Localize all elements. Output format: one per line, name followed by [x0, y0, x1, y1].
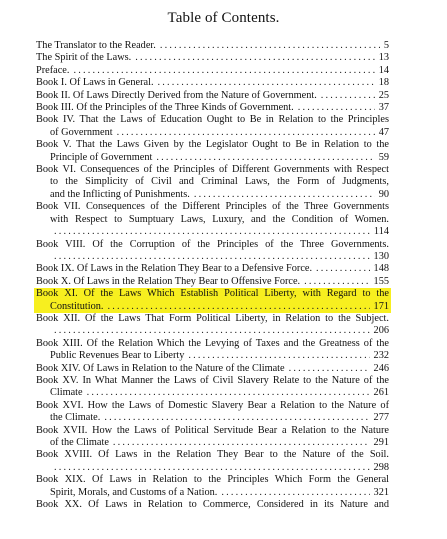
- page-number: 291: [373, 437, 389, 448]
- toc-entry-book-1[interactable]: Book I. Of Laws in General. . . . 18: [36, 77, 389, 89]
- toc-entry-book-10[interactable]: Book X. Of Laws in the Relation They Bear to Offensive Force. . . . 155: [36, 276, 389, 288]
- dot-leader: [321, 90, 375, 102]
- page-number: 130: [373, 250, 389, 262]
- toc-entry-book-13[interactable]: Book XIII. Of the Relation Which the Levying of Taxes and the Greatness of the Public Revenues Bear to Liberty . . . 232: [36, 338, 389, 363]
- toc-entry-book-14[interactable]: Book XIV. Of Laws in Relation to the Nature of the Climate . . . 246: [36, 363, 389, 375]
- toc-entry-book-18[interactable]: Book XVIII. Of Laws in the Relation They Bear to the Nature of the Soil. . . . 298: [36, 449, 389, 474]
- page-number: 155: [373, 275, 389, 287]
- page-number: 171: [373, 300, 389, 312]
- dot-leader: [221, 487, 369, 499]
- page-number: 321: [373, 486, 389, 498]
- toc-entry-book-8[interactable]: Book VIII. Of the Corruption of the Principles of the Three Governments. . . . 130: [36, 239, 389, 264]
- dot-leader: [87, 387, 370, 399]
- page-number: 37: [378, 102, 389, 114]
- dot-leader: [54, 462, 370, 474]
- toc-entry-book-9[interactable]: Book IX. Of Laws in the Relation They Bear to a Defensive Force. . . . 148: [36, 263, 389, 275]
- page-number: 298: [373, 461, 389, 473]
- page-number: 90: [378, 188, 389, 200]
- dot-leader: [54, 325, 370, 337]
- toc-entry-book-6[interactable]: Book VI. Consequences of the Principles of Different Governments with Respect to the Simplicity of Civil and Criminal Laws, the Form of Judgments, and the Inflicting of Punishments. . . . 90: [36, 164, 389, 201]
- toc-entry-book-17[interactable]: Book XVII. How the Laws of Political Servitude Bear a Relation to the Nature of the Climate . . . 291: [36, 425, 389, 450]
- toc-entry-book-15[interactable]: Book XV. In What Manner the Laws of Civil Slavery Relate to the Nature of the Climate . . . 261: [36, 375, 389, 400]
- page-number: 206: [373, 325, 389, 337]
- page-number: 47: [378, 126, 389, 138]
- dot-leader: [188, 350, 369, 362]
- dot-leader: [135, 52, 374, 64]
- dot-leader: [108, 301, 370, 313]
- dot-leader: [156, 152, 374, 164]
- page-number: 148: [373, 263, 389, 275]
- page-number: 5: [383, 40, 389, 51]
- page-number: 59: [378, 151, 389, 163]
- table-of-contents: [36, 40, 389, 511]
- page-title: Table of Contents.: [167, 10, 280, 26]
- page-number: 277: [373, 412, 389, 424]
- dot-leader: [298, 102, 375, 114]
- page-number: 14: [378, 64, 389, 76]
- toc-entry-book-2[interactable]: Book II. Of Laws Directly Derived from the Nature of Government. . . . 25: [36, 90, 389, 102]
- toc-entry-book-3[interactable]: Book III. Of the Principles of the Three Kinds of Government. . . . 37: [36, 102, 389, 114]
- dot-leader: [54, 251, 370, 263]
- toc-entry-book-11-highlighted[interactable]: Book XI. Of the Laws Which Establish Political Liberty, with Regard to the Constitution. . . . 171: [34, 288, 391, 313]
- toc-entry-book-7[interactable]: Book VII. Consequences of the Different Principles of the Three Governments with Respect to Sumptuary Laws, Luxury, and the Condition of Women. . . . 114: [36, 201, 389, 238]
- dot-leader: [158, 77, 375, 89]
- page-number: 246: [373, 362, 389, 374]
- dot-leader: [304, 276, 369, 288]
- dot-leader: [316, 263, 370, 275]
- dot-leader: [73, 65, 374, 77]
- toc-entry-book-4[interactable]: Book IV. That the Laws of Education Ought to Be in Relation to the Principles of Government . . . 47: [36, 114, 389, 139]
- page-number: 232: [373, 350, 389, 362]
- page-number: 114: [373, 226, 389, 238]
- toc-entry-book-16[interactable]: Book XVI. How the Laws of Domestic Slavery Bear a Relation to the Nature of the Climate. . . . 277: [36, 400, 389, 425]
- dot-leader: [104, 412, 369, 424]
- dot-leader: [289, 363, 370, 375]
- toc-entry-preface[interactable]: Preface. . . . 14: [36, 65, 389, 77]
- toc-entry-book-12[interactable]: Book XII. Of the Laws That Form Political Liberty, in Relation to the Subject. . . . 206: [36, 313, 389, 338]
- toc-entry-spirit[interactable]: The Spirit of the Laws. . . . 13: [36, 52, 389, 64]
- dot-leader: [113, 437, 370, 449]
- toc-entry-book-5[interactable]: Book V. That the Laws Given by the Legislator Ought to Be in Relation to the Principle of Government . . . 59: [36, 139, 389, 164]
- dot-leader: [54, 226, 370, 238]
- toc-entry-book-20[interactable]: Book XX. Of Laws in Relation to Commerce, Considered in its Nature and: [36, 499, 389, 511]
- dot-leader: [194, 189, 375, 201]
- page-number: 261: [373, 387, 389, 399]
- page-number: 25: [378, 89, 389, 101]
- page-number: 18: [378, 77, 389, 89]
- dot-leader: [160, 40, 380, 52]
- toc-entry-translator[interactable]: The Translator to the Reader. . . . 5: [36, 40, 389, 52]
- page-number: 13: [378, 52, 389, 64]
- dot-leader: [117, 127, 375, 139]
- toc-entry-book-19[interactable]: Book XIX. Of Laws in Relation to the Principles Which Form the General Spirit, Morals, and Customs of a Nation. . . . 321: [36, 474, 389, 499]
